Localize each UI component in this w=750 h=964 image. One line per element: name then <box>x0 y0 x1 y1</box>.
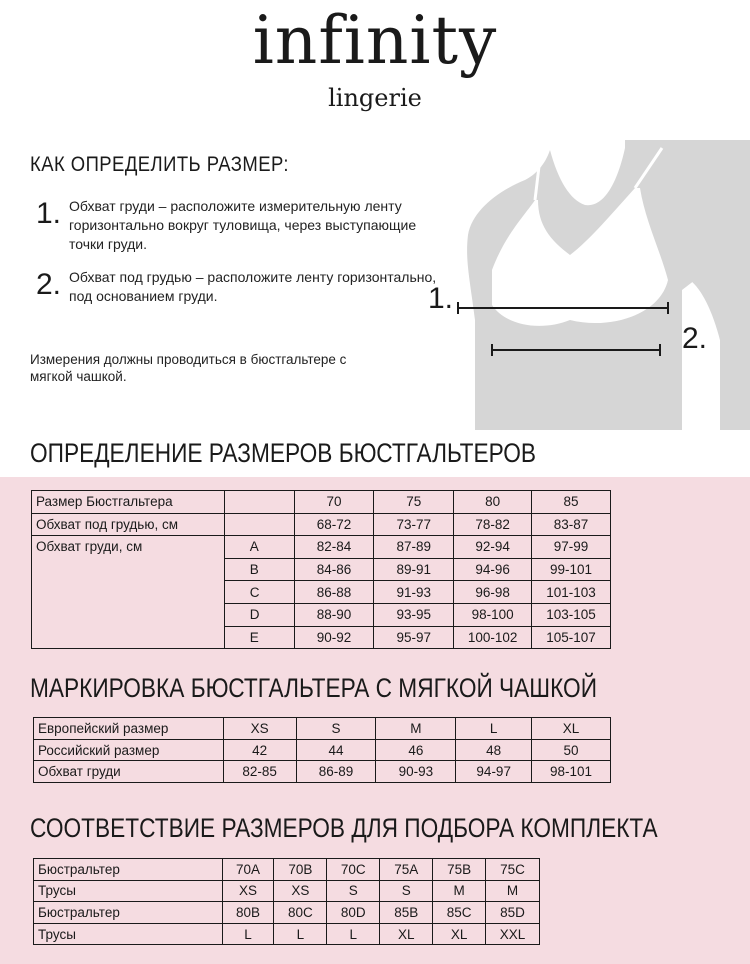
table-cell: XL <box>532 718 611 740</box>
row-label: Трусы <box>34 880 223 902</box>
table-cell: XXL <box>486 923 540 945</box>
table-cell: M <box>376 718 456 740</box>
table-cell: 100-102 <box>454 626 532 649</box>
cup-label: E <box>224 626 294 649</box>
step-1-number: 1. <box>36 197 62 230</box>
step-1-text: Обхват груди – расположите измерительную ленту горизонтально вокруг туловища, через выступающие точки груди. <box>69 198 417 252</box>
empty-cell <box>224 491 294 514</box>
table-cell: 68-72 <box>294 513 374 536</box>
step-2-text: Обхват под грудью – расположите ленту горизонтально, под основанием груди. <box>69 269 437 304</box>
table-cell: 101-103 <box>532 581 611 604</box>
table-row <box>34 761 611 783</box>
table-cell: 89-91 <box>374 558 454 581</box>
section-soft-cup-title: МАРКИРОВКА БЮСТГАЛЬТЕРА С МЯГКОЙ ЧАШКОЙ <box>30 673 597 703</box>
cup-label: C <box>224 581 294 604</box>
table-cell: 85B <box>380 902 433 924</box>
table-cell: 98-101 <box>532 761 611 783</box>
table-cell: 105-107 <box>532 626 611 649</box>
table-cell: 70B <box>274 859 327 881</box>
table-row <box>34 902 540 924</box>
figure-label-2: 2. <box>682 322 708 355</box>
row-label: Размер Бюстгальтера <box>32 491 225 514</box>
soft-cup-table <box>33 717 611 783</box>
how-to-title: КАК ОПРЕДЕЛИТЬ РАЗМЕР: <box>30 153 289 176</box>
table-cell: 75B <box>433 859 486 881</box>
table-cell: 96-98 <box>454 581 532 604</box>
measurement-figure <box>420 140 750 430</box>
table-cell: M <box>486 880 540 902</box>
table-cell: 80B <box>222 902 274 924</box>
row-label: Европейский размер <box>34 718 224 740</box>
bra-size-table <box>31 490 611 649</box>
table-cell: 92-94 <box>454 536 532 559</box>
table-cell: 94-97 <box>456 761 532 783</box>
table-cell: 87-89 <box>374 536 454 559</box>
table-row <box>34 923 540 945</box>
table-cell: XS <box>222 880 274 902</box>
table-row <box>34 739 611 761</box>
table-cell: 86-88 <box>294 581 374 604</box>
table-cell: 103-105 <box>532 603 611 626</box>
table-cell: S <box>296 718 376 740</box>
brand-name: infinity <box>252 2 498 79</box>
table-cell: 80 <box>454 491 532 514</box>
cup-label: D <box>224 603 294 626</box>
table-cell: 80C <box>274 902 327 924</box>
table-cell: 88-90 <box>294 603 374 626</box>
table-cell: 82-85 <box>223 761 296 783</box>
table-cell: 42 <box>223 739 296 761</box>
table-cell: 48 <box>456 739 532 761</box>
table-cell: L <box>456 718 532 740</box>
brand-subtitle: lingerie <box>328 84 422 112</box>
table-cell: 75 <box>374 491 454 514</box>
section-bra-sizes-title: ОПРЕДЕЛЕНИЕ РАЗМЕРОВ БЮСТГАЛЬТЕРОВ <box>30 438 536 468</box>
table-cell: 86-89 <box>296 761 376 783</box>
cup-label: B <box>224 558 294 581</box>
table-cell: 44 <box>296 739 376 761</box>
set-match-table <box>33 858 540 945</box>
step-2-number: 2. <box>36 268 62 301</box>
table-cell: 90-93 <box>376 761 456 783</box>
table-row <box>34 718 611 740</box>
table-cell: L <box>274 923 327 945</box>
table-cell: 94-96 <box>454 558 532 581</box>
table-cell: 98-100 <box>454 603 532 626</box>
table-cell: S <box>327 880 380 902</box>
table-cell: 83-87 <box>532 513 611 536</box>
table-cell: 78-82 <box>454 513 532 536</box>
table-cell: 99-101 <box>532 558 611 581</box>
row-label: Обхват груди <box>34 761 224 783</box>
table-cell: L <box>327 923 380 945</box>
table-cell: 80D <box>327 902 380 924</box>
empty-cell <box>224 513 294 536</box>
cup-label: A <box>224 536 294 559</box>
table-row <box>32 513 611 536</box>
table-cell: XL <box>433 923 486 945</box>
table-cell: L <box>222 923 274 945</box>
table-cell: 70A <box>222 859 274 881</box>
table-cell: 91-93 <box>374 581 454 604</box>
table-cell: 75C <box>486 859 540 881</box>
table-cell: 70C <box>327 859 380 881</box>
table-cell: 82-84 <box>294 536 374 559</box>
table-cell: 46 <box>376 739 456 761</box>
measure-note: Измерения должны проводиться в бюстгальтере с мягкой чашкой. <box>30 352 347 384</box>
table-cell: 93-95 <box>374 603 454 626</box>
torso-illustration <box>420 140 750 430</box>
table-cell: XS <box>223 718 296 740</box>
row-label: Бюстральтер <box>34 902 223 924</box>
section-set-match-title: СООТВЕТСТВИЕ РАЗМЕРОВ ДЛЯ ПОДБОРА КОМПЛЕКТА <box>30 813 658 843</box>
row-label: Обхват под грудью, см <box>32 513 225 536</box>
table-cell: 85 <box>532 491 611 514</box>
table-row <box>32 491 611 514</box>
table-cell: 84-86 <box>294 558 374 581</box>
table-cell: S <box>380 880 433 902</box>
table-cell: 95-97 <box>374 626 454 649</box>
table-cell: XS <box>274 880 327 902</box>
table-cell: 50 <box>532 739 611 761</box>
table-cell: XL <box>380 923 433 945</box>
table-cell: 85C <box>433 902 486 924</box>
bust-label: Обхват груди, см <box>32 536 225 649</box>
table-cell: 75A <box>380 859 433 881</box>
table-cell: 85D <box>486 902 540 924</box>
table-cell: 90-92 <box>294 626 374 649</box>
table-row <box>34 859 540 881</box>
row-label: Бюстральтер <box>34 859 223 881</box>
table-cell: 70 <box>294 491 374 514</box>
table-row <box>34 880 540 902</box>
table-row <box>32 536 611 559</box>
table-cell: 97-99 <box>532 536 611 559</box>
figure-label-1: 1. <box>428 282 454 315</box>
row-label: Российский размер <box>34 739 224 761</box>
table-cell: M <box>433 880 486 902</box>
row-label: Трусы <box>34 923 223 945</box>
table-cell: 73-77 <box>374 513 454 536</box>
